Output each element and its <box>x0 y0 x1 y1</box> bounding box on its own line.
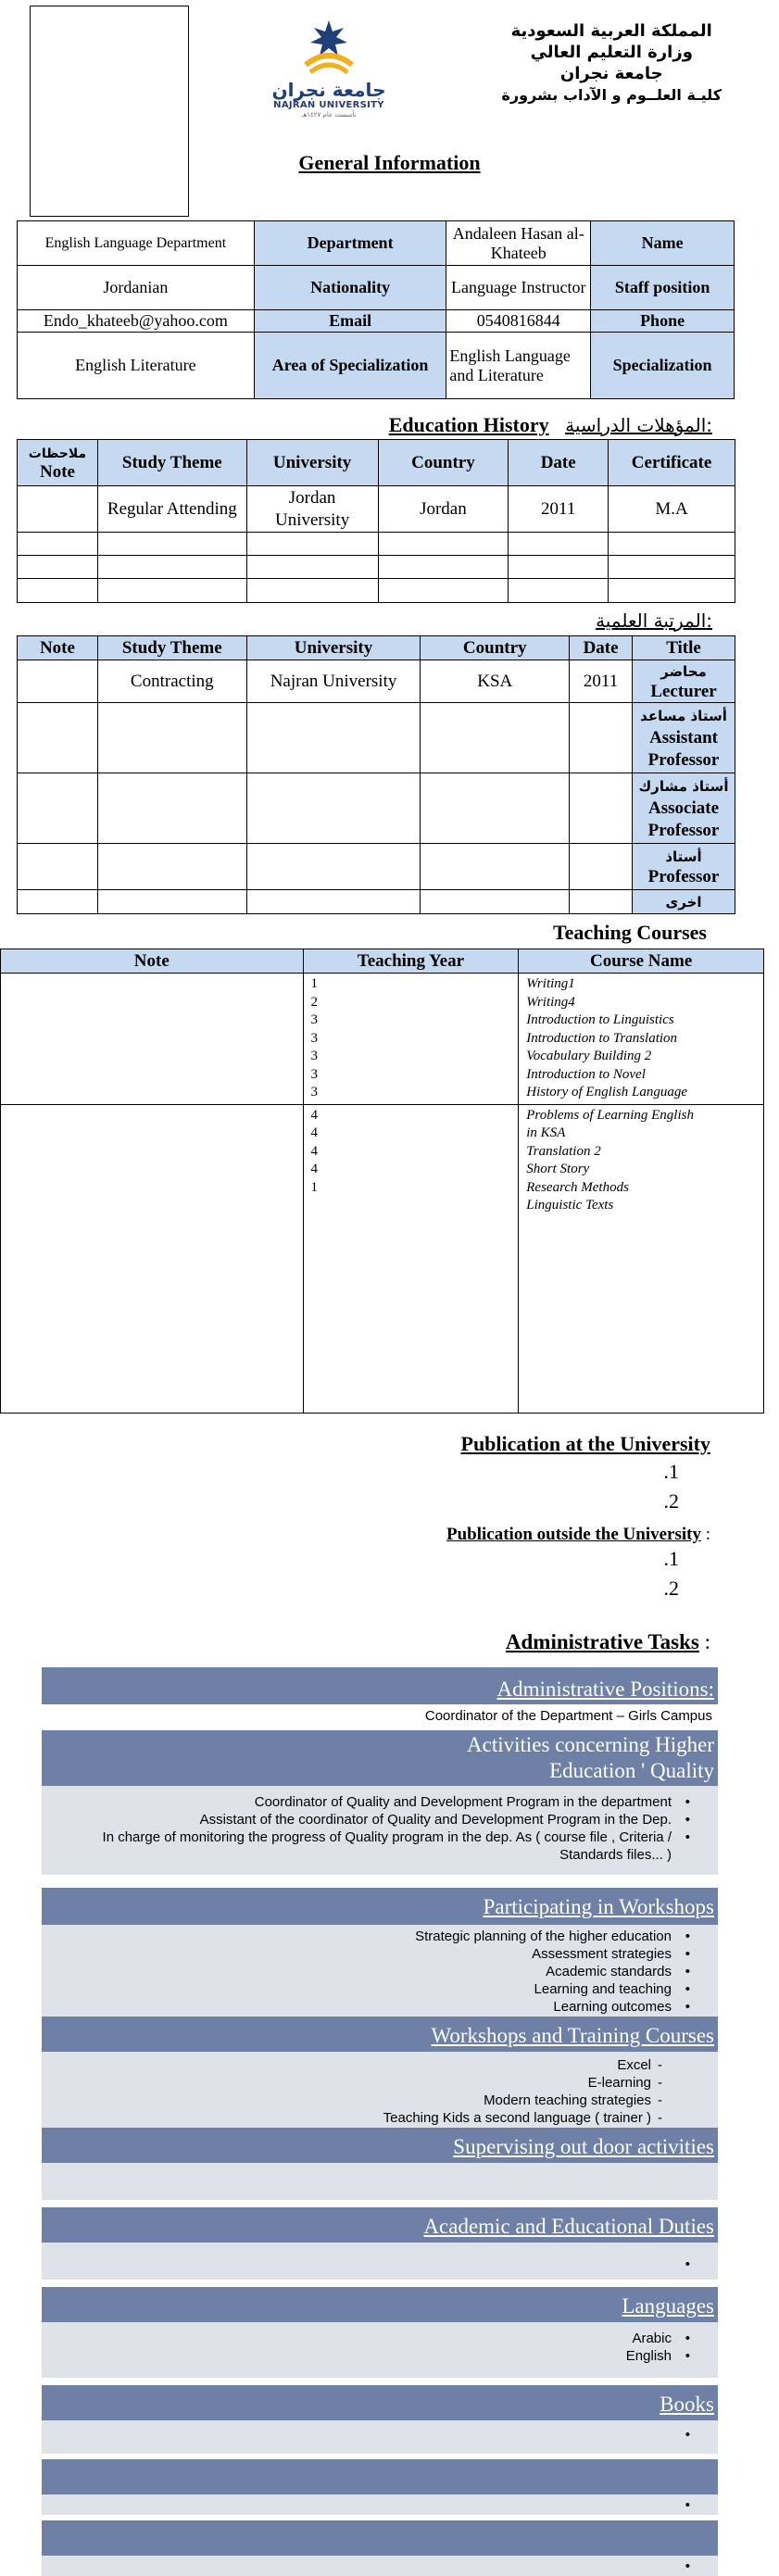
academic-rank-title: المرتبة العلمية: <box>596 609 712 632</box>
list-item: 4 <box>310 1107 319 1123</box>
list-item: 4 <box>310 1143 319 1159</box>
logo-english-text: NAJRAN UNIVERSITY <box>273 100 384 110</box>
list-item: Assistant of the coordinator of Quality and Development Program in the Dep. • <box>42 1811 718 1828</box>
list-item: 3 <box>310 1012 319 1027</box>
languages-header <box>42 2287 718 2322</box>
rank-associate-professor <box>633 773 735 844</box>
workshops-header <box>42 1888 718 1925</box>
duties-list <box>42 2243 718 2280</box>
administrative-tasks-panel <box>42 1667 718 2576</box>
books-title: Books <box>660 2393 714 2416</box>
rank-title-ar: أستاذ <box>665 848 702 865</box>
nationality-value: Jordanian <box>18 266 255 310</box>
list-item: Teaching Kids a second language ( trainer ) - <box>42 2109 718 2127</box>
list-item: Coordinator of Quality and Development Program in the department • <box>42 1793 718 1811</box>
teaching-courses-table <box>0 949 764 1414</box>
area-of-specialization-label: Area of Specialization <box>254 333 446 399</box>
rank-date-header: Date <box>570 636 633 660</box>
teaching-year-header: Teaching Year <box>303 949 519 974</box>
department-label: Department <box>254 221 446 266</box>
publication-outside-colon: : <box>705 1525 710 1544</box>
rank-title-ar: أستاذ مشارك <box>638 777 729 795</box>
list-item: Translation 2 <box>526 1143 601 1159</box>
arabic-header <box>501 20 722 106</box>
phone-label: Phone <box>591 310 735 333</box>
list-item: Writing4 <box>526 994 575 1010</box>
teaching-note-header: Note <box>1 949 304 974</box>
rank-university-cell: Najran University <box>246 660 421 703</box>
table-row <box>18 533 735 556</box>
workshops-title: Participating in Workshops <box>483 1895 714 1918</box>
education-certificate-cell: M.A <box>609 486 735 533</box>
table-row <box>18 579 735 603</box>
rank-title-ar: محاضر <box>660 662 707 680</box>
teaching-years-block2 <box>303 1104 519 1413</box>
list-item: English • <box>42 2347 718 2365</box>
education-date-cell: 2011 <box>509 486 609 533</box>
list-item: In charge of monitoring the progress of Quality program in the dep. As ( course file , Criteria / • <box>42 1828 718 1846</box>
university-header: University <box>246 440 378 486</box>
logo-arabic-text: جامعة نجران <box>271 79 386 101</box>
teaching-years-block1 <box>303 974 519 1105</box>
list-item <box>42 2557 718 2575</box>
course-name-header: Course Name <box>519 949 764 974</box>
education-university-cell: Jordan University <box>246 486 378 533</box>
list-item: Writing1 <box>526 976 575 991</box>
nationality-label: Nationality <box>254 266 446 310</box>
table-row <box>1 1104 764 1413</box>
list-item: 3 <box>310 1049 319 1063</box>
publication-outside-item-2: .2 <box>663 1577 679 1600</box>
table-row <box>18 310 735 333</box>
list-item: Problems of Learning English <box>526 1107 694 1123</box>
logo-emblem-icon <box>264 19 394 102</box>
supervising-title: Supervising out door activities <box>453 2135 714 2158</box>
education-country-cell: Jordan <box>378 486 509 533</box>
rank-title-en: Assistant Professor <box>647 727 720 770</box>
list-item: Academic standards • <box>42 1963 718 1980</box>
extra-list-2 <box>42 2556 718 2576</box>
quality-title-line-1: Activities concerning Higher <box>467 1733 714 1756</box>
certificate-header: Certificate <box>609 440 735 486</box>
rank-title-en: Associate Professor <box>647 798 720 840</box>
rank-country-cell: KSA <box>421 660 570 703</box>
positions-header <box>42 1667 718 1704</box>
name-value: Andaleen Hasan al-Khateeb <box>446 221 591 266</box>
administrative-tasks-colon: : <box>704 1630 710 1653</box>
photo-box <box>30 6 189 217</box>
list-item: Coordinator of the Department – Girls Campus <box>424 1708 712 1724</box>
training-header <box>42 2017 718 2052</box>
languages-title: Languages <box>622 2294 714 2318</box>
list-item: Short Story <box>526 1162 590 1176</box>
study-theme-header: Study Theme <box>97 440 246 486</box>
general-info-table <box>17 220 735 399</box>
training-list <box>42 2052 718 2128</box>
duties-title: Academic and Educational Duties <box>423 2215 714 2238</box>
table-row <box>18 333 735 399</box>
administrative-tasks-title-text: Administrative Tasks <box>505 1630 699 1653</box>
country-header: Country <box>378 440 509 486</box>
courses-block2 <box>519 1104 764 1413</box>
list-item: E-learning - <box>42 2074 718 2092</box>
list-item: Learning and teaching • <box>42 1980 718 1998</box>
date-header: Date <box>509 440 609 486</box>
list-item: 1 <box>310 1179 319 1195</box>
table-row <box>1 949 764 974</box>
education-history-title <box>389 413 712 437</box>
list-item: 1 <box>310 976 319 991</box>
publication-outside-item-1: .1 <box>663 1547 679 1570</box>
education-table <box>17 439 735 603</box>
list-item: 4 <box>310 1125 319 1140</box>
email-value: Endo_khateeb@yahoo.com <box>18 310 255 333</box>
department-value: English Language Department <box>18 221 255 266</box>
list-item: Research Methods <box>526 1179 629 1195</box>
note-header-en: Note <box>39 461 75 482</box>
table-row <box>18 636 735 660</box>
table-row <box>18 703 735 773</box>
duties-header <box>42 2207 718 2243</box>
rank-lecturer <box>633 660 735 703</box>
rank-title-en: Professor <box>647 866 720 886</box>
rank-date-cell: 2011 <box>570 660 633 703</box>
note-header <box>18 440 98 486</box>
publication-inside-title: Publication at the University <box>460 1432 710 1455</box>
table-row <box>18 440 735 486</box>
rank-theme-header: Study Theme <box>97 636 246 660</box>
quality-header <box>42 1730 718 1786</box>
list-item: 3 <box>310 1085 319 1100</box>
list-item <box>42 2426 718 2444</box>
workshops-list <box>42 1925 718 2017</box>
rank-country-header: Country <box>421 636 570 660</box>
books-list <box>42 2420 718 2454</box>
list-item <box>42 2256 718 2273</box>
logo-caption: تأسست عام ١٤٢٧هـ <box>301 111 357 119</box>
header-line-college: كليـة العلــوم و الآداب بشرورة <box>501 86 722 104</box>
list-item: Introduction to Novel <box>526 1066 646 1082</box>
header-line-kingdom: المملكة العربية السعودية <box>510 21 712 41</box>
list-item: 2 <box>310 994 319 1010</box>
list-item: Standards files... ) <box>559 1847 672 1863</box>
staff-position-label: Staff position <box>591 266 735 310</box>
list-item: 3 <box>310 1066 319 1082</box>
phone-value: 0540816844 <box>446 310 591 333</box>
quality-list <box>42 1786 718 1875</box>
list-item: 3 <box>310 1030 319 1046</box>
table-row <box>18 660 735 703</box>
academic-rank-table <box>17 635 735 914</box>
extra-header-1 <box>42 2459 718 2494</box>
list-item: Assessment strategies • <box>42 1945 718 1963</box>
list-item: Linguistic Texts <box>526 1198 614 1213</box>
table-row <box>18 221 735 266</box>
positions-list <box>42 1704 718 1727</box>
header-line-ministry: وزارة التعليم العالي <box>530 43 693 62</box>
list-item: Modern teaching strategies - <box>42 2092 718 2109</box>
general-info-title: General Information <box>298 151 481 174</box>
rank-note-header: Note <box>18 636 98 660</box>
list-item: Excel - <box>42 2056 718 2074</box>
teaching-courses-title: Teaching Courses <box>552 921 707 944</box>
publication-inside-item-2: .2 <box>663 1489 679 1513</box>
extra-header-2 <box>42 2520 718 2556</box>
training-title: Workshops and Training Courses <box>431 2024 714 2047</box>
rank-professor <box>633 844 735 890</box>
area-of-specialization-value: English Literature <box>18 333 255 399</box>
extra-list-1 <box>42 2494 718 2515</box>
list-item: in KSA <box>526 1125 566 1140</box>
university-logo <box>264 19 394 120</box>
supervising-header <box>42 2128 718 2163</box>
table-row <box>18 844 735 890</box>
books-header <box>42 2385 718 2420</box>
rank-title-en: Lecturer <box>650 681 717 701</box>
list-item: Introduction to Translation <box>526 1030 678 1046</box>
education-title-en: Education History <box>388 413 549 436</box>
languages-list <box>42 2322 718 2378</box>
list-item: 4 <box>310 1162 319 1176</box>
list-item <box>42 2496 718 2514</box>
specialization-value: English Language and Literature <box>446 333 591 399</box>
list-item: History of English Language <box>526 1085 688 1100</box>
table-row <box>18 773 735 844</box>
table-row <box>18 486 735 533</box>
table-row <box>18 556 735 579</box>
name-label: Name <box>591 221 735 266</box>
header-line-university: جامعة نجران <box>559 64 663 83</box>
courses-block1 <box>519 974 764 1105</box>
supervising-list <box>42 2163 718 2200</box>
rank-theme-cell: Contracting <box>97 660 246 703</box>
note-header-ar: ملاحظات <box>28 446 87 461</box>
rank-title-ar: أستاذ مساعد <box>640 707 727 724</box>
administrative-tasks-title <box>506 1630 710 1654</box>
specialization-label: Specialization <box>591 333 735 399</box>
list-item: Learning outcomes • <box>42 1998 718 2016</box>
positions-title: Administrative Positions: <box>496 1678 714 1701</box>
publication-outside-title <box>446 1525 710 1545</box>
email-label: Email <box>254 310 446 333</box>
staff-position-value: Language Instructor <box>446 266 591 310</box>
education-note-cell <box>18 486 98 533</box>
rank-university-header: University <box>246 636 421 660</box>
list-item: Strategic planning of the higher education • <box>42 1928 718 1945</box>
table-row <box>18 266 735 310</box>
publication-outside-title-text: Publication outside the University <box>446 1525 701 1544</box>
quality-title-line-2: Education ' Quality <box>549 1759 714 1782</box>
education-title-ar: المؤهلات الدراسية: <box>565 414 712 436</box>
rank-assistant-professor <box>633 703 735 773</box>
education-theme-cell: Regular Attending <box>97 486 246 533</box>
list-item: Vocabulary Building 2 <box>526 1049 652 1063</box>
rank-title-header: Title <box>633 636 735 660</box>
list-item: Arabic • <box>42 2330 718 2347</box>
table-row <box>1 974 764 1105</box>
list-item: Introduction to Linguistics <box>526 1012 674 1027</box>
publication-inside-item-1: .1 <box>663 1460 679 1483</box>
table-row <box>18 890 735 914</box>
rank-other: اخرى <box>633 890 735 914</box>
